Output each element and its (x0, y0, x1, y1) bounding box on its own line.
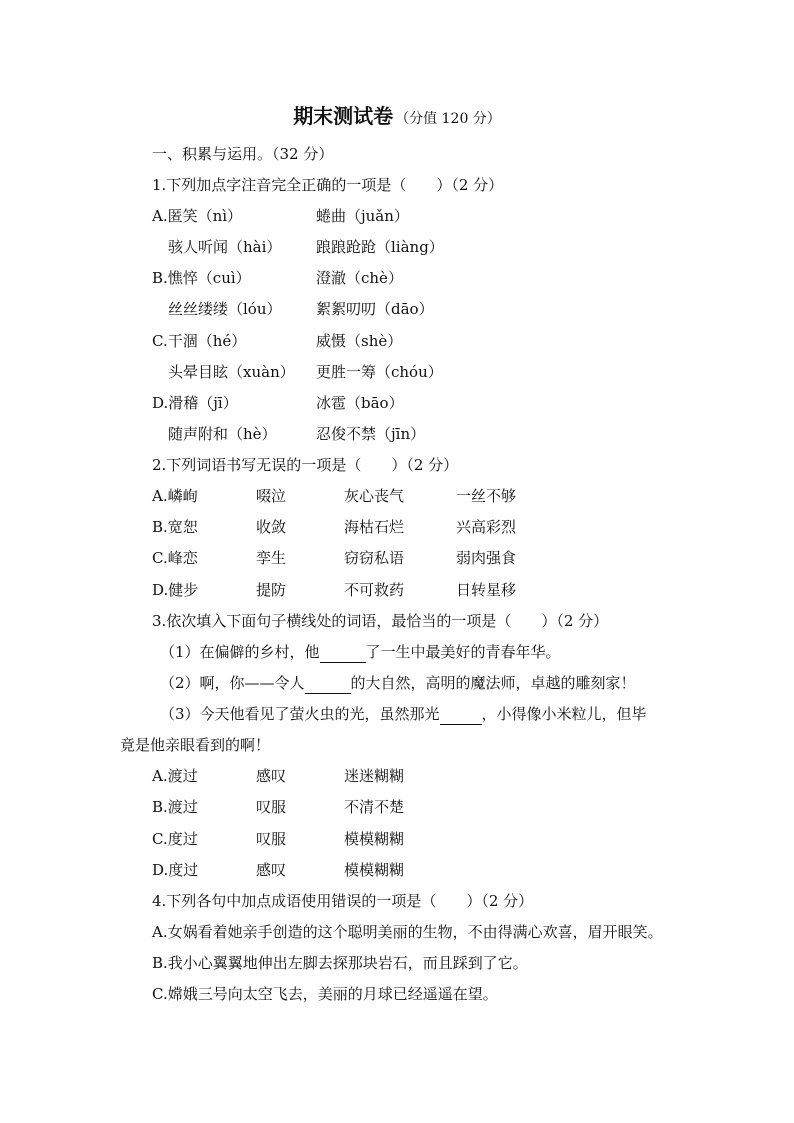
q2-a-2: 啜泣 (256, 487, 287, 505)
q3-s3-pre: （3）今天他看见了萤火虫的光，虽然那光 (160, 705, 440, 723)
q3-blank-1 (320, 642, 366, 663)
q1-option-d-right2: 忍俊不禁（jīn） (316, 425, 426, 443)
q3-b-3: 不清不楚 (344, 798, 405, 816)
q3-c-3: 模模糊糊 (344, 830, 405, 848)
q1-option-d-left: D.滑稽（jī） (152, 394, 238, 412)
q3-sentence-3-cont: 竟是他亲眼看到的啊！ (120, 736, 271, 754)
q4-option-c: C.嫦娥三号向太空飞去，美丽的月球已经遥遥在望。 (152, 985, 498, 1003)
q2-c-2: 孪生 (256, 549, 287, 567)
q3-d-1: D.度过 (152, 861, 199, 879)
section-heading: 一、积累与运用。（32 分） (152, 145, 334, 163)
q3-s2-post: 的大自然，高明的魔法师，卓越的雕刻家！ (350, 674, 636, 692)
q1-option-a-left: A.匿笑（nì） (152, 207, 243, 225)
q3-d-3: 模模糊糊 (344, 861, 405, 879)
q3-blank-2 (305, 673, 351, 694)
q1-option-c-left: C.干涸（hé） (152, 332, 247, 350)
q2-d-2: 提防 (256, 581, 287, 599)
q3-sentence-1 (160, 642, 561, 663)
q3-c-1: C.度过 (152, 830, 198, 848)
q3-d-2: 感叹 (256, 861, 287, 879)
q2-d-4: 日转星移 (456, 581, 517, 599)
q2-b-3: 海枯石烂 (344, 518, 405, 536)
q4-option-b: B.我小心翼翼地伸出左脚去探那块岩石，而且踩到了它。 (152, 954, 528, 972)
q3-b-2: 叹服 (256, 798, 287, 816)
title-main: 期末测试卷 (293, 104, 394, 128)
q2-c-4: 弱肉强食 (456, 549, 517, 567)
q1-option-b-left: B.憔悴（cuì） (152, 269, 251, 287)
q1-option-b-left2: 丝丝缕缕（lóu） (168, 300, 282, 318)
q1-option-c-left2: 头晕目眩（xuàn） (168, 363, 295, 381)
q3-s2-pre: （2）啊，你——令人 (160, 674, 305, 692)
question-3-stem: 3.依次填入下面句子横线处的词语，最恰当的一项是（ ）（2 分） (152, 612, 609, 630)
q1-option-c-right2: 更胜一筹（chóu） (316, 363, 443, 381)
q2-a-4: 一丝不够 (456, 487, 517, 505)
q2-b-1: B.宽恕 (152, 518, 198, 536)
page-title (0, 100, 794, 129)
q3-s1-post: 了一生中最美好的青春年华。 (365, 643, 561, 661)
question-4-stem: 4.下列各句中加点成语使用错误的一项是（ ）（2 分） (152, 892, 534, 910)
q2-a-1: A.嶙峋 (152, 487, 198, 505)
q2-d-3: 不可救药 (344, 581, 405, 599)
question-1-stem: 1.下列加点字注音完全正确的一项是（ ）（2 分） (152, 176, 504, 194)
q1-option-d-left2: 随声附和（hè） (168, 425, 277, 443)
q1-option-b-right2: 絮絮叨叨（dāo） (316, 300, 434, 318)
q3-a-2: 感叹 (256, 767, 287, 785)
q3-sentence-3 (160, 704, 647, 725)
q4-option-a: A.女娲看着她亲手创造的这个聪明美丽的生物，不由得满心欢喜，眉开眼笑。 (152, 923, 663, 941)
q2-b-2: 收敛 (256, 518, 287, 536)
q3-b-1: B.渡过 (152, 798, 198, 816)
q3-blank-3 (440, 704, 482, 725)
q1-option-c-right: 威慑（shè） (316, 332, 403, 350)
q1-option-a-right: 蜷曲（juǎn） (316, 207, 409, 225)
q3-s1-pre: （1）在偏僻的乡村，他 (160, 643, 320, 661)
q2-c-1: C.峰恋 (152, 549, 198, 567)
q3-sentence-2 (160, 673, 636, 694)
q1-option-b-right: 澄澈（chè） (316, 269, 403, 287)
q3-c-2: 叹服 (256, 830, 287, 848)
q2-c-3: 窃窃私语 (344, 549, 405, 567)
q2-b-4: 兴高彩烈 (456, 518, 517, 536)
q2-d-1: D.健步 (152, 581, 199, 599)
q2-a-3: 灰心丧气 (344, 487, 405, 505)
q3-s3-post: ，小得像小米粒儿，但毕 (481, 705, 647, 723)
q1-option-a-left2: 骇人听闻（hài） (168, 238, 282, 256)
question-2-stem: 2.下列词语书写无误的一项是（ ）（2 分） (152, 456, 459, 474)
q1-option-d-right: 冰雹（bāo） (316, 394, 404, 412)
title-score: （分值 120 分） (395, 111, 501, 127)
q3-a-1: A.渡过 (152, 767, 198, 785)
q1-option-a-right2: 踉踉跄跄（liàng） (316, 238, 444, 256)
q3-a-3: 迷迷糊糊 (344, 767, 405, 785)
